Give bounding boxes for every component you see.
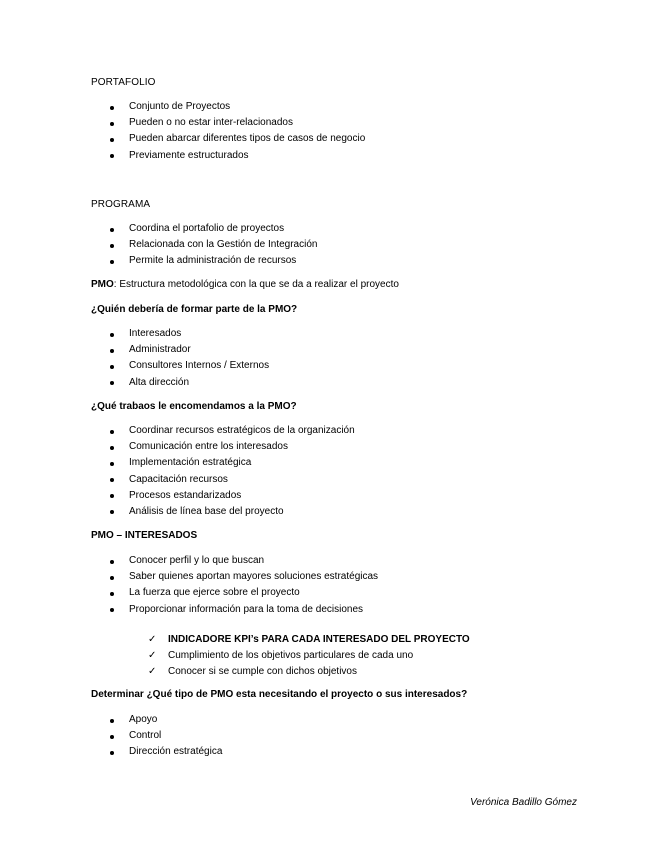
list-item: Permite la administración de recursos <box>110 253 317 269</box>
list-item: Dirección estratégica <box>110 744 222 760</box>
pmo-definition-text: : Estructura metodológica con la que se da a realizar el proyecto <box>113 279 399 290</box>
pmo-interesados-heading: PMO – INTERESADOS <box>91 530 198 541</box>
check-item: ✓ Conocer si se cumple con dichos objetivos <box>148 664 470 680</box>
pmo-interesados-list <box>110 553 378 618</box>
list-item: Coordinar recursos estratégicos de la organización <box>110 423 355 439</box>
list-item: Administrador <box>110 342 269 358</box>
determinar-list <box>110 712 222 761</box>
list-item: Capacitación recursos <box>110 472 355 488</box>
list-item: Análisis de línea base del proyecto <box>110 504 355 520</box>
quien-list <box>110 326 269 391</box>
list-item: Procesos estandarizados <box>110 488 355 504</box>
list-item: Conocer perfil y lo que buscan <box>110 553 378 569</box>
list-item: Alta dirección <box>110 375 269 391</box>
checkmark-icon: ✓ <box>148 650 157 662</box>
determinar-heading: Determinar ¿Qué tipo de PMO esta necesitando el proyecto o sus interesados? <box>91 689 468 700</box>
check-item: ✓ INDICADORE KPI’s PARA CADA INTERESADO DEL PROYECTO <box>148 632 470 648</box>
list-item: Control <box>110 728 222 744</box>
list-item: Consultores Internos / Externos <box>110 358 269 374</box>
list-item: Interesados <box>110 326 269 342</box>
list-item: Comunicación entre los interesados <box>110 439 355 455</box>
list-item: Coordina el portafolio de proyectos <box>110 221 317 237</box>
portafolio-heading: PORTAFOLIO <box>91 77 156 88</box>
que-trabajos-heading: ¿Qué trabaos le encomendamos a la PMO? <box>91 401 297 412</box>
pmo-definition <box>91 279 399 290</box>
list-item: Pueden abarcar diferentes tipos de casos de negocio <box>110 131 365 147</box>
programa-list <box>110 221 317 270</box>
list-item: Saber quienes aportan mayores soluciones estratégicas <box>110 569 378 585</box>
list-item: Relacionada con la Gestión de Integración <box>110 237 317 253</box>
list-item: Implementación estratégica <box>110 455 355 471</box>
list-item: La fuerza que ejerce sobre el proyecto <box>110 585 378 601</box>
list-item: Previamente estructurados <box>110 148 365 164</box>
checkmark-icon: ✓ <box>148 666 157 678</box>
list-item: Conjunto de Proyectos <box>110 99 365 115</box>
checkmark-icon: ✓ <box>148 634 157 645</box>
portafolio-list <box>110 99 365 164</box>
author-signature: Verónica Badillo Gómez <box>470 797 577 808</box>
list-item: Pueden o no estar inter-relacionados <box>110 115 365 131</box>
quien-heading: ¿Quién debería de formar parte de la PMO? <box>91 304 298 315</box>
list-item: Apoyo <box>110 712 222 728</box>
pmo-term: PMO <box>91 279 114 290</box>
programa-heading: PROGRAMA <box>91 199 151 210</box>
list-item: Proporcionar información para la toma de decisiones <box>110 602 378 618</box>
check-item: ✓ Cumplimiento de los objetivos particulares de cada uno <box>148 648 470 664</box>
que-trabajos-list <box>110 423 355 520</box>
kpi-check-list <box>148 632 470 681</box>
